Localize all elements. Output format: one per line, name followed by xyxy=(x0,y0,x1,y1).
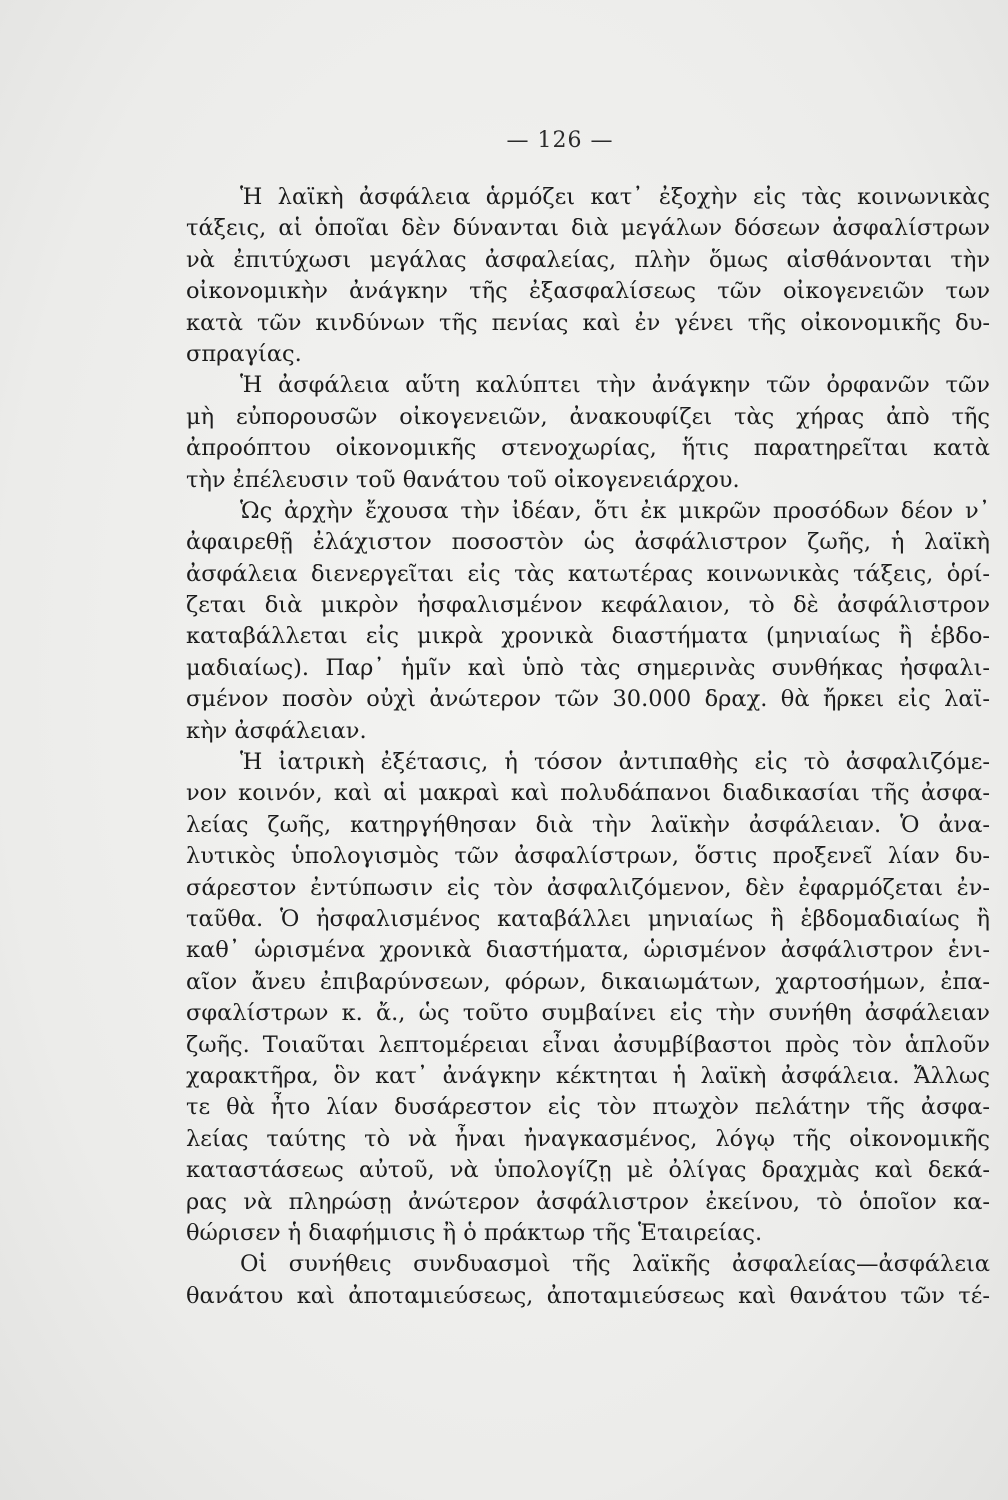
text-line: Ὡς ἀρχὴν ἔχουσα τὴν ἰδέαν, ὅτι ἐκ μικρῶν προσόδων δέον ν᾽ xyxy=(240,497,990,524)
text-line: μαδιαίως). Παρ᾽ ἡμῖν καὶ ὑπὸ τὰς σημερινὰς συνθήκας ἠσφαλι- xyxy=(186,654,990,681)
text-line: νὰ ἐπιτύχωσι μεγάλας ἀσφαλείας, πλὴν ὅμως αἰσθάνονται τὴν xyxy=(186,246,990,273)
text-line: αῖον ἄνευ ἐπιβαρύνσεων, φόρων, δικαιωμάτων, χαρτοσήμων, ἐπα- xyxy=(186,968,990,995)
text-line: ἀφαιρεθῇ ἐλάχιστον ποσοστὸν ὡς ἀσφάλιστρον ζωῆς, ἡ λαϊκὴ xyxy=(186,529,990,556)
text-line: οἰκονομικὴν ἀνάγκην τῆς ἐξασφαλίσεως τῶν οἰκογενειῶν των xyxy=(186,278,990,305)
text-line: λυτικὸς ὑπολογισμὸς τῶν ἀσφαλίστρων, ὅστις προξενεῖ λίαν δυ- xyxy=(186,843,990,870)
text-line: τάξεις, αἱ ὁποῖαι δὲν δύνανται διὰ μεγάλων δόσεων ἀσφαλίστρων xyxy=(186,215,990,242)
text-line: ζωῆς. Τοιαῦται λεπτομέρειαι εἶναι ἀσυμβίβαστοι πρὸς τὸν ἁπλοῦν xyxy=(186,1031,990,1058)
text-line: ἀσφάλεια διενεργεῖται εἰς τὰς κατωτέρας κοινωνικὰς τάξεις, ὁρί- xyxy=(186,560,990,587)
text-line: σφαλίστρων κ. ἄ., ὡς τοῦτο συμβαίνει εἰς τὴν συνήθη ἀσφάλειαν xyxy=(186,1000,990,1027)
text-line: σμένον ποσὸν οὐχὶ ἀνώτερον τῶν 30.000 δραχ. θὰ ἤρκει εἰς λαϊ- xyxy=(186,686,990,713)
text-line: λείας ταύτης τὸ νὰ ἦναι ἠναγκασμένος, λόγῳ τῆς οἰκονομικῆς xyxy=(186,1125,990,1152)
text-line: Ἡ ἀσφάλεια αὕτη καλύπτει τὴν ἀνάγκην τῶν ὀρφανῶν τῶν xyxy=(240,372,990,399)
text-line: τε θὰ ἦτο λίαν δυσάρεστον εἰς τὸν πτωχὸν πελάτην τῆς ἀσφα- xyxy=(186,1094,990,1121)
text-line: ρας νὰ πληρώσῃ ἀνώτερον ἀσφάλιστρον ἐκείνου, τὸ ὁποῖον κα- xyxy=(186,1188,990,1215)
text-line: ταῦθα. Ὁ ἠσφαλισμένος καταβάλλει μηνιαίως ἢ ἑβδομαδιαίως ἢ xyxy=(186,905,990,932)
text-line: κὴν ἀσφάλειαν. xyxy=(186,717,367,744)
text-line: ζεται διὰ μικρὸν ἠσφαλισμένον κεφάλαιον, τὸ δὲ ἀσφάλιστρον xyxy=(186,592,990,619)
text-line: Οἱ συνήθεις συνδυασμοὶ τῆς λαϊκῆς ἀσφαλείας—ἀσφάλεια xyxy=(240,1251,990,1278)
text-line: Ἡ ἰατρικὴ ἐξέτασις, ἡ τόσον ἀντιπαθὴς εἰς τὸ ἀσφαλιζόμε- xyxy=(240,749,990,776)
body-text xyxy=(186,182,990,1312)
text-line: νον κοινόν, καὶ αἱ μακραὶ καὶ πολυδάπανοι διαδικασίαι τῆς ἀσφα- xyxy=(186,780,990,807)
text-line: θώρισεν ἡ διαφήμισις ἢ ὁ πράκτωρ τῆς Ἑταιρείας. xyxy=(186,1219,763,1246)
text-line: κατὰ τῶν κινδύνων τῆς πενίας καὶ ἐν γένει τῆς οἰκονομικῆς δυ- xyxy=(186,309,990,336)
text-line: σπραγίας. xyxy=(186,340,302,367)
text-line: καθ᾽ ὡρισμένα χρονικὰ διαστήματα, ὡρισμένον ἀσφάλιστρον ἑνι- xyxy=(186,937,990,964)
text-line: μὴ εὐπορουσῶν οἰκογενειῶν, ἀνακουφίζει τὰς χήρας ἀπὸ τῆς xyxy=(186,403,990,430)
text-line: τὴν ἐπέλευσιν τοῦ θανάτου τοῦ οἰκογενειάρχου. xyxy=(186,466,740,493)
text-line: λείας ζωῆς, κατηργήθησαν διὰ τὴν λαϊκὴν ἀσφάλειαν. Ὁ ἀνα- xyxy=(186,811,990,838)
page-number: — 126 — xyxy=(506,128,614,153)
text-line: ἀπροόπτου οἰκονομικῆς στενοχωρίας, ἥτις παρατηρεῖται κατὰ xyxy=(186,435,990,462)
text-line: θανάτου καὶ ἀποταμιεύσεως, ἀποταμιεύσεως καὶ θανάτου τῶν τέ- xyxy=(186,1282,990,1309)
text-line: καταστάσεως αὐτοῦ, νὰ ὑπολογίζῃ μὲ ὀλίγας δραχμὰς καὶ δεκά- xyxy=(186,1157,990,1184)
text-line: καταβάλλεται εἰς μικρὰ χρονικὰ διαστήματα (μηνιαίως ἢ ἑβδο- xyxy=(186,623,990,650)
text-line: Ἡ λαϊκὴ ἀσφάλεια ἁρμόζει κατ᾽ ἐξοχὴν εἰς τὰς κοινωνικὰς xyxy=(240,184,990,210)
text-line: χαρακτῆρα, ὃν κατ᾽ ἀνάγκην κέκτηται ἡ λαϊκὴ ἀσφάλεια. Ἄλλως xyxy=(186,1062,990,1089)
text-line: σάρεστον ἐντύπωσιν εἰς τὸν ἀσφαλιζόμενον, δὲν ἐφαρμόζεται ἐν- xyxy=(186,874,990,901)
